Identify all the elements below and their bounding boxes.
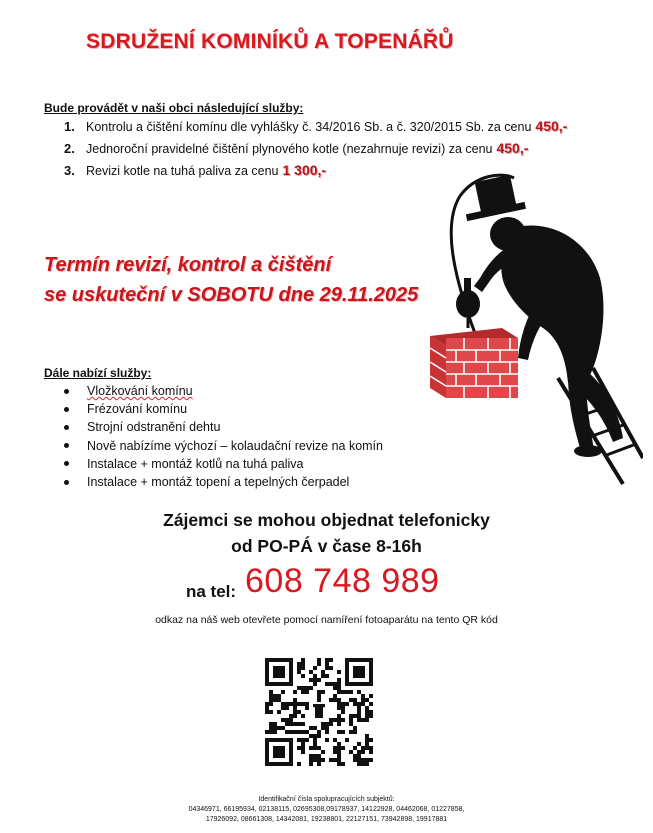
list-item xyxy=(64,400,383,418)
service-text: Jednoroční pravidelné čištění plynového kotle (nezahrnuje revizi) za cenu xyxy=(86,142,493,156)
bullet-icon xyxy=(64,389,69,394)
ident-heading: Identifikační čísla spolupracujících subjektů: xyxy=(258,796,395,803)
bullet-icon xyxy=(64,443,69,448)
service-price: 450,- xyxy=(535,118,568,134)
ident-line-2: 17926092, 08661308, 14342081, 19238801, 22127151, 73942898, 19917881 xyxy=(205,816,448,823)
list-item-text: Nově nabízíme výchozí – kolaudační revize na komín xyxy=(87,438,383,453)
termin-line-2: se uskuteční v SOBOTU dne 29.11.2025 xyxy=(44,284,419,306)
list-item-text: Strojní odstranění dehtu xyxy=(87,420,221,435)
chimney-sweep-illustration xyxy=(418,168,643,486)
qr-code-icon[interactable] xyxy=(265,658,373,766)
phone-label: na tel: xyxy=(186,582,237,601)
service-price: 450,- xyxy=(496,140,529,156)
other-services-heading: Dále nabízí služby: xyxy=(44,366,152,380)
list-item-text: Instalace + montáž topení a tepelných čerpadel xyxy=(87,475,350,490)
termin-line-1: Termín revizí, kontrol a čištění xyxy=(44,254,332,276)
service-text: Kontrolu a čištění komínu dle vyhlášky č. 34/2016 Sb. a č. 320/2015 Sb. za cenu xyxy=(86,120,532,134)
page-title: SDRUŽENÍ KOMINÍKŮ A TOPENÁŘŮ xyxy=(86,30,454,53)
bullet-icon xyxy=(64,461,69,466)
bullet-icon xyxy=(64,480,69,485)
list-item xyxy=(64,382,383,400)
list-item xyxy=(64,418,383,436)
qr-instruction: odkaz na náš web otevřete pomocí namíření fotoaparátu na tento QR kód xyxy=(155,614,498,626)
list-item-text: Instalace + montáž kotlů na tuhá paliva xyxy=(87,456,304,471)
order-line-1: Zájemci se mohou objednat telefonicky xyxy=(163,510,490,530)
phone-number[interactable]: 608 748 989 xyxy=(245,562,440,600)
service-item xyxy=(64,162,326,178)
order-line-2: od PO-PÁ v čase 8-16h xyxy=(231,536,422,556)
list-item xyxy=(64,455,383,473)
service-price: 1 300,- xyxy=(282,162,327,178)
bullet-icon xyxy=(64,407,69,412)
list-item xyxy=(64,437,383,455)
service-number: 1. xyxy=(64,119,75,134)
service-item xyxy=(64,140,528,156)
list-item-text: Vložkování komínu xyxy=(87,384,193,399)
list-item xyxy=(64,473,383,491)
service-item xyxy=(64,118,567,134)
service-text: Revizi kotle na tuhá paliva za cenu xyxy=(86,164,279,178)
services-heading: Bude provádět v naši obci následující služby: xyxy=(44,101,304,115)
service-number: 2. xyxy=(64,141,75,156)
ident-line-1: 04346971, 66195934, 02138115, 02695308,09178937, 14122928, 04462068, 01227858, xyxy=(188,806,465,813)
other-services-list xyxy=(64,382,383,491)
bullet-icon xyxy=(64,425,69,430)
service-number: 3. xyxy=(64,163,75,178)
list-item-text: Frézování komínu xyxy=(87,402,188,417)
